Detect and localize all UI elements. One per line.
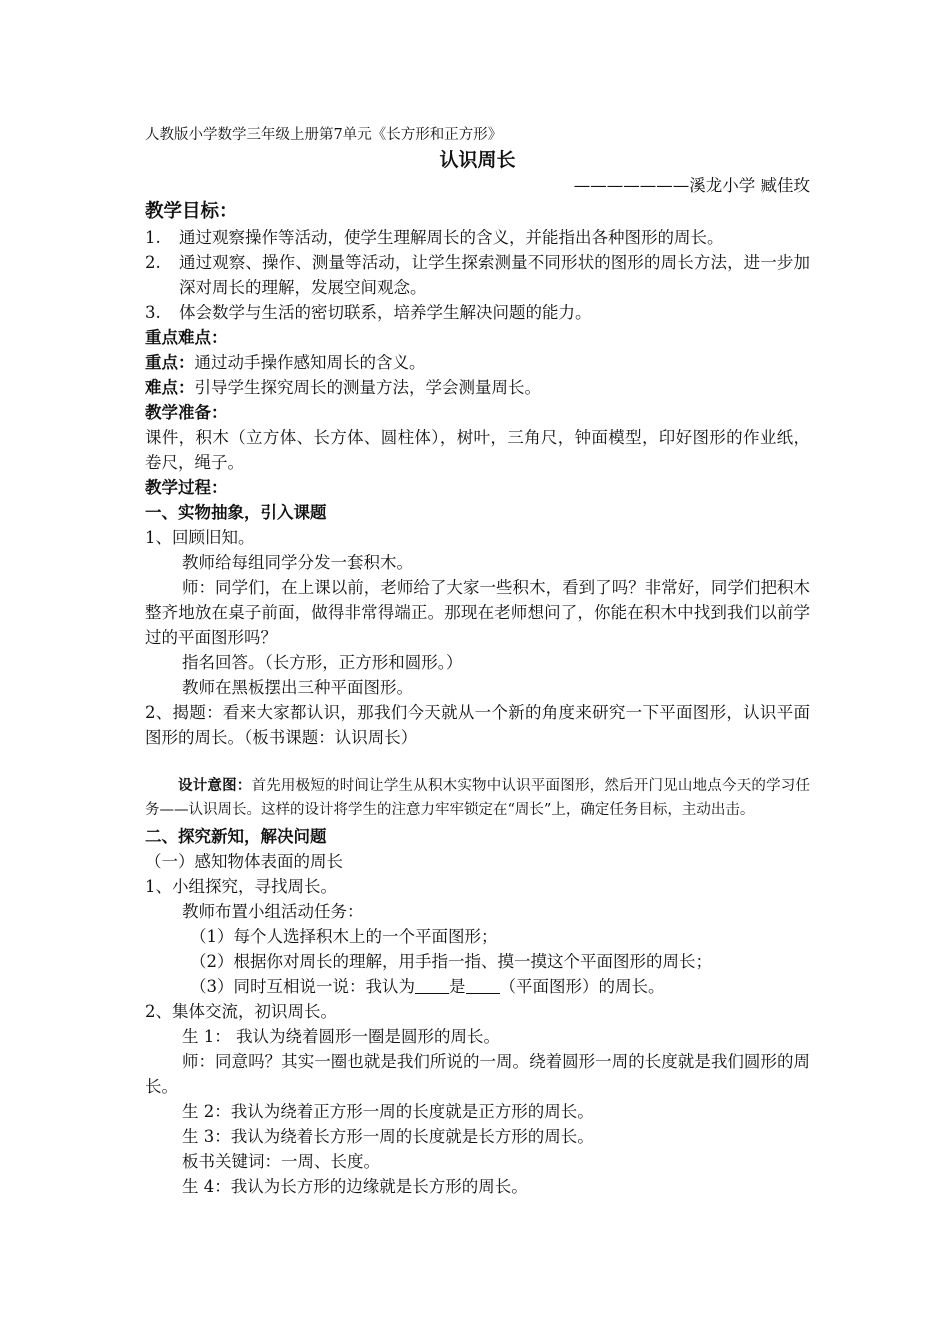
difficulty-label: 难点：: [145, 378, 195, 397]
section2-step1: 1、小组探究，寻找周长。: [145, 877, 337, 896]
key-point-line: [145, 350, 810, 375]
design-intent-note: [145, 774, 810, 822]
section2-heading: 二、探究新知，解决问题: [145, 827, 327, 846]
task-item: （2）根据你对周长的理解，用手指一指、摸一摸这个平面图形的周长；: [190, 952, 712, 971]
process-heading: 教学过程：: [145, 478, 228, 497]
student-answer: 生 1： 我认为绕着圆形一圈是圆形的周长。: [182, 1027, 500, 1046]
prep-text: 课件，积木（立方体、长方体、圆柱体），树叶，三角尺，钟面模型，印好图形的作业纸，卷尺，绳子。: [145, 428, 810, 472]
task-intro: 教师布置小组活动任务：: [182, 902, 364, 921]
difficulty-line: [145, 375, 810, 400]
document-page: [145, 124, 810, 1199]
objective-text: 体会数学与生活的密切联系，培养学生解决问题的能力。: [179, 303, 592, 322]
objective-text: 通过观察、操作、测量等活动，让学生探索测量不同形状的图形的周长方法，进一步加深对周长的理解，发展空间观念。: [179, 253, 810, 297]
task-item-text: （3）同时互相说一说：我认为: [190, 977, 415, 996]
document-author: ———————溪龙小学 臧佳玫: [573, 176, 810, 195]
teacher-remark: 师：同意吗？其实一圈也就是我们所说的一周。绕着圆形一周的长度就是我们圆形的周长。: [145, 1052, 810, 1096]
design-intent-label: 设计意图：: [178, 778, 252, 794]
document-subtitle: 人教版小学数学三年级上册第7单元《长方形和正方形》: [145, 127, 503, 143]
section2-step2: 2、集体交流，初识周长。: [145, 1002, 337, 1021]
objective-item: [145, 250, 810, 300]
section1-paragraph: 师：同学们，在上课以前，老师给了大家一些积木，看到了吗？非常好，同学们把积木整齐地放在桌子前面，做得非常得端正。那现在老师想问了，你能在积木中找到我们以前学过的平面图形吗？: [145, 578, 810, 647]
fill-in-blank: [466, 975, 500, 994]
design-intent-text: 首先用极短的时间让学生从积木实物中认识平面图形，然后开门见山地点今天的学习任务——认识周长。这样的设计将学生的注意力牢牢锁定在“周长”上，确定任务目标，主动出击。: [145, 778, 811, 818]
fill-in-blank: [415, 975, 449, 994]
task-item-text: 是: [449, 977, 466, 996]
section1-paragraph: 教师在黑板摆出三种平面图形。: [182, 678, 413, 697]
section1-paragraph: 指名回答。（长方形，正方形和圆形。）: [182, 653, 463, 672]
objectives-heading: 教学目标：: [145, 201, 238, 222]
objective-number: 3.: [145, 303, 161, 322]
objective-text: 通过观察操作等活动，使学生理解周长的含义，并能指出各种图形的周长。: [179, 228, 724, 247]
key-point-text: 通过动手操作感知周长的含义。: [194, 353, 426, 372]
prep-heading: 教学准备：: [145, 403, 228, 422]
key-point-label: 重点：: [145, 353, 195, 372]
task-item: （1）每个人选择积木上的一个平面图形；: [190, 927, 498, 946]
objective-number: 2.: [145, 253, 161, 272]
keypoints-heading: 重点难点：: [145, 328, 228, 347]
board-keywords: 板书关键词：一周、长度。: [182, 1152, 380, 1171]
task-item-text: （平面图形）的周长。: [499, 977, 665, 996]
difficulty-text: 引导学生探究周长的测量方法，学会测量周长。: [194, 378, 541, 397]
student-answer: 生 3：我认为绕着长方形一周的长度就是长方形的周长。: [182, 1127, 594, 1146]
objective-item: [145, 225, 810, 250]
student-answer: 生 4：我认为长方形的边缘就是长方形的周长。: [182, 1177, 528, 1196]
section1-step2: 2、揭题：看来大家都认识，那我们今天就从一个新的角度来研究一下平面图形，认识平面图形的周长。（板书课题：认识周长）: [145, 703, 810, 747]
section1-heading: 一、实物抽象，引入课题: [145, 503, 327, 522]
section1-step1: 1、回顾旧知。: [145, 528, 255, 547]
objective-item: [145, 300, 810, 325]
section1-paragraph: 教师给每组同学分发一套积木。: [182, 553, 413, 572]
objective-number: 1.: [145, 228, 161, 247]
section2-subheading: （一）感知物体表面的周长: [145, 852, 343, 871]
student-answer: 生 2：我认为绕着正方形一周的长度就是正方形的周长。: [182, 1102, 594, 1121]
task-item: [145, 974, 810, 999]
document-title: 认识周长: [439, 149, 516, 171]
